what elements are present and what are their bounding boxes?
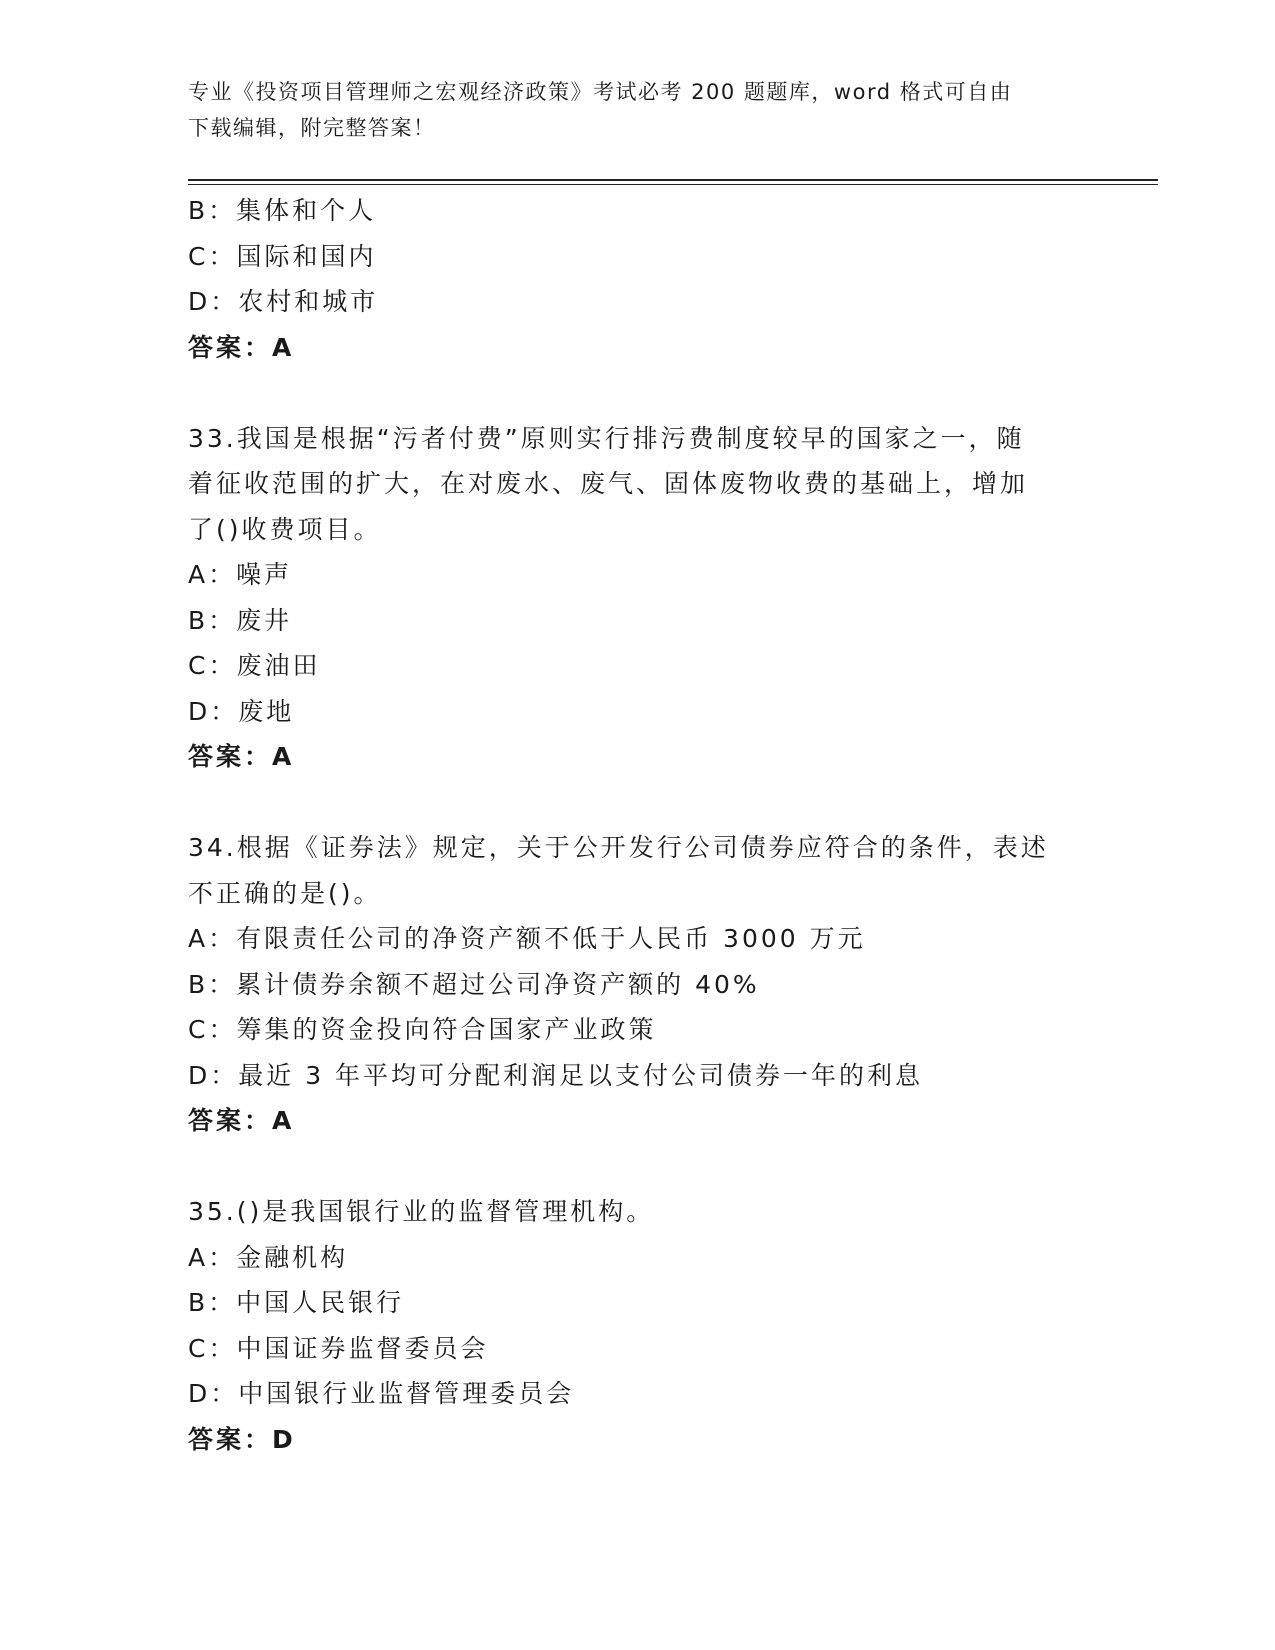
answer: 答案：A (188, 742, 295, 771)
question-stem: 34.根据《证券法》规定，关于公开发行公司债券应符合的条件，表述 (188, 833, 1049, 862)
question-gap (188, 370, 1088, 416)
option-b: B：集体和个人 (188, 196, 377, 225)
question-gap (188, 780, 1088, 826)
option-b: B：废井 (188, 605, 293, 635)
question-list (188, 188, 1088, 1462)
answer: 答案：D (188, 1424, 296, 1454)
question-stem: 着征收范围的扩大，在对废水、废气、固体废物收费的基础上，增加 (188, 469, 1029, 498)
option-a: A：有限责任公司的净资产额不低于人民币 3000 万元 (188, 924, 866, 953)
option-a: A：金融机构 (188, 1242, 349, 1272)
question-stem: 了()收费项目。 (188, 514, 382, 544)
question-33 (188, 416, 1088, 780)
option-d: D：最近 3 年平均可分配利润足以支付公司债券一年的利息 (188, 1060, 924, 1090)
header-divider (188, 179, 1158, 185)
answer: 答案：A (188, 332, 295, 362)
option-d: D：农村和城市 (188, 287, 379, 316)
option-c: C：筹集的资金投向符合国家产业政策 (188, 1015, 657, 1044)
option-d: D：废地 (188, 696, 295, 726)
option-c: C：废油田 (188, 651, 321, 680)
document-header (188, 74, 1088, 146)
question-stem: 35.()是我国银行业的监督管理机构。 (188, 1197, 655, 1226)
option-b: B：累计债券余额不超过公司净资产额的 40% (188, 969, 760, 999)
answer: 答案：A (188, 1106, 295, 1135)
header-line-2: 下载编辑，附完整答案！ (188, 116, 436, 140)
question-stem: 不正确的是()。 (188, 878, 382, 908)
header-line-1: 专业《投资项目管理师之宏观经济政策》考试必考 200 题题库，word 格式可自由 (188, 80, 1013, 104)
option-a: A：噪声 (188, 560, 293, 589)
question-gap (188, 1144, 1088, 1190)
option-b: B：中国人民银行 (188, 1288, 405, 1317)
question-32-tail (188, 188, 1088, 370)
question-35 (188, 1189, 1088, 1462)
option-d: D：中国银行业监督管理委员会 (188, 1379, 575, 1408)
option-c: C：国际和国内 (188, 241, 377, 271)
question-stem: 33.我国是根据“污者付费”原则实行排污费制度较早的国家之一，随 (188, 423, 1025, 453)
question-34 (188, 825, 1088, 1144)
option-c: C：中国证券监督委员会 (188, 1333, 489, 1363)
